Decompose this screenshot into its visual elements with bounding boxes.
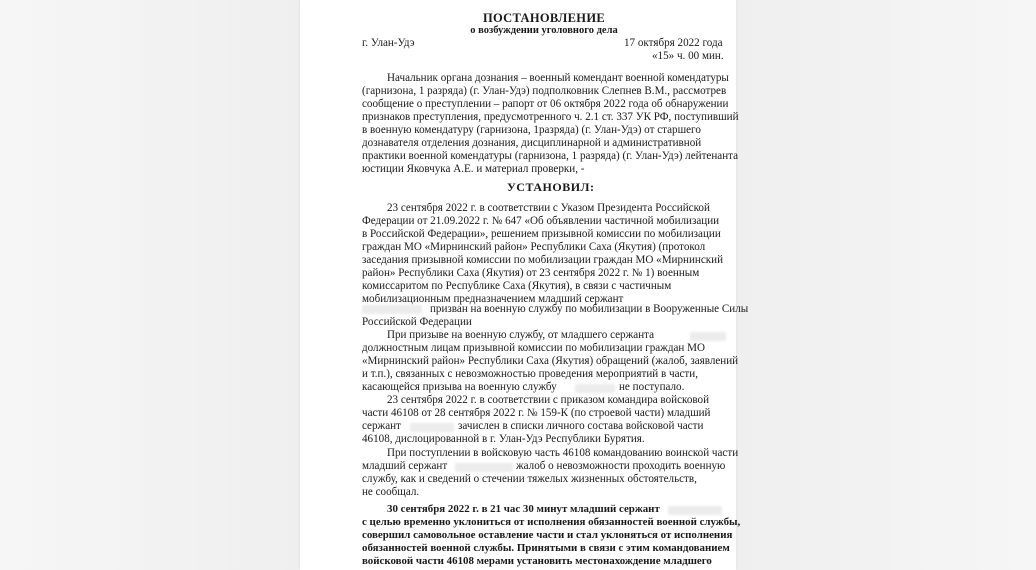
paragraph-line: и т.п.), связанных с невозможностью проведения мероприятий в части, [362, 368, 698, 380]
paragraph-line: обязанностей военной службы. Принятыми в связи с этим командованием [362, 542, 730, 554]
paragraph-line: призван на военную службу по мобилизации в Вооруженные Силы [430, 303, 749, 315]
paragraph-line: 23 сентября 2022 г. в соответствии с Указом Президента Российской [387, 202, 710, 214]
city: г. Улан-Удэ [362, 37, 415, 49]
paragraph-line: 30 сентября 2022 г. в 21 час 30 минут младший сержант [387, 503, 660, 515]
paragraph-line: касающейся призыва на военную службу [362, 381, 557, 393]
intro-line: юстиции Яковчука А.Е. и материал проверки, - [362, 163, 585, 175]
document-date: 17 октября 2022 года [624, 37, 723, 49]
paragraph-line: При призыве на военную службу, от младшего сержанта [387, 329, 655, 341]
paragraph-line: район» Республики Саха (Якутия) от 23 сентября 2022 г. № 1) военным [362, 267, 700, 279]
paragraph-line: Российской Федерации [362, 316, 472, 328]
paragraph-line: Федерации от 21.09.2022 г. № 647 «Об объявлении частичной мобилизации [362, 215, 720, 227]
intro-line: практики военной комендатуры (гарнизона, 1 разряда) (г. Улан-Удэ) лейтенанта [362, 150, 739, 162]
paragraph-line: сержант [362, 420, 401, 432]
intro-line: сообщение о преступлении – рапорт от 06 октября 2022 года об обнаружении [362, 98, 729, 110]
paragraph-line: совершил самовольное оставление части и стал уклоняться от исполнения [362, 529, 733, 541]
paragraph-line: заседания призывной комиссии по мобилизации граждан МО «Мирнинский [362, 254, 724, 266]
document-title: ПОСТАНОВЛЕНИЕ [482, 11, 605, 25]
intro-line: дознавателя отделения дознания, дисциплинарной и административной [362, 137, 702, 149]
paragraph-line: комиссаритом по Республике Саха (Якутия), в связи с частичным [362, 280, 672, 292]
intro-line: признаков преступления, предусмотренного ч. 2.1 ст. 337 УК РФ, поступивший [362, 111, 739, 123]
paragraph-line: не сообщал. [362, 486, 420, 498]
intro-line: в военную комендатуру (гарнизона, 1разряда) (г. Улан-Удэ) от старшего [362, 124, 701, 136]
paragraph-line: мобилизационным предназначением младший сержант [362, 293, 624, 305]
intro-line: (гарнизона, 1 разряда) (г. Улан-Удэ) подполковник Слепнев В.М., рассмотрев [362, 85, 727, 97]
paragraph-line: граждан МО «Мирнинский район» Республики Саха (Якутия) (протокол [362, 241, 706, 253]
paragraph-line: не поступало. [619, 381, 685, 393]
paragraph-line: войсковой части 46108 мерами установить местонахождение младшего [362, 555, 712, 567]
document-time: «15» ч. 00 мин. [652, 50, 724, 62]
paragraph-line: младший сержант [362, 460, 448, 472]
paragraph-line: «Мирнинский район» Республики Саха (Якутия) обращений (жалоб, заявлений [362, 355, 739, 367]
intro-line: Начальник органа дознания – военный комендант военной комендатуры [387, 72, 729, 84]
paragraph-line: жалоб о невозможности проходить военную [516, 460, 726, 472]
paragraph-line: части 46108 от 28 сентября 2022 г. № 159-К (по строевой части) младший [362, 407, 711, 419]
paragraph-line: службу, как и сведений о стечении тяжелых жизненных обстоятельств, [362, 473, 697, 485]
paragraph-line: в Российской Федерации», решением призывной комиссии по мобилизации [362, 228, 721, 240]
document-subtitle: о возбуждении уголовного дела [470, 25, 618, 36]
paragraph-line: 23 сентября 2022 г. в соответствии с приказом командира войсковой [387, 394, 710, 406]
paragraph-line: 46108, дислоцированной в г. Улан-Удэ Республики Бурятия. [362, 433, 645, 445]
section-heading: УСТАНОВИЛ: [507, 180, 595, 194]
paragraph-line: При поступлении в войсковую часть 46108 командованию воинской части [387, 447, 739, 459]
paragraph-line: с целью временно уклониться от исполнения обязанностей военной службы, [362, 516, 741, 528]
paragraph-line: должностным лицам призывной комиссии по мобилизации граждан МО [362, 342, 706, 354]
paragraph-line: зачислен в списки личного состава войсковой части [458, 420, 704, 432]
